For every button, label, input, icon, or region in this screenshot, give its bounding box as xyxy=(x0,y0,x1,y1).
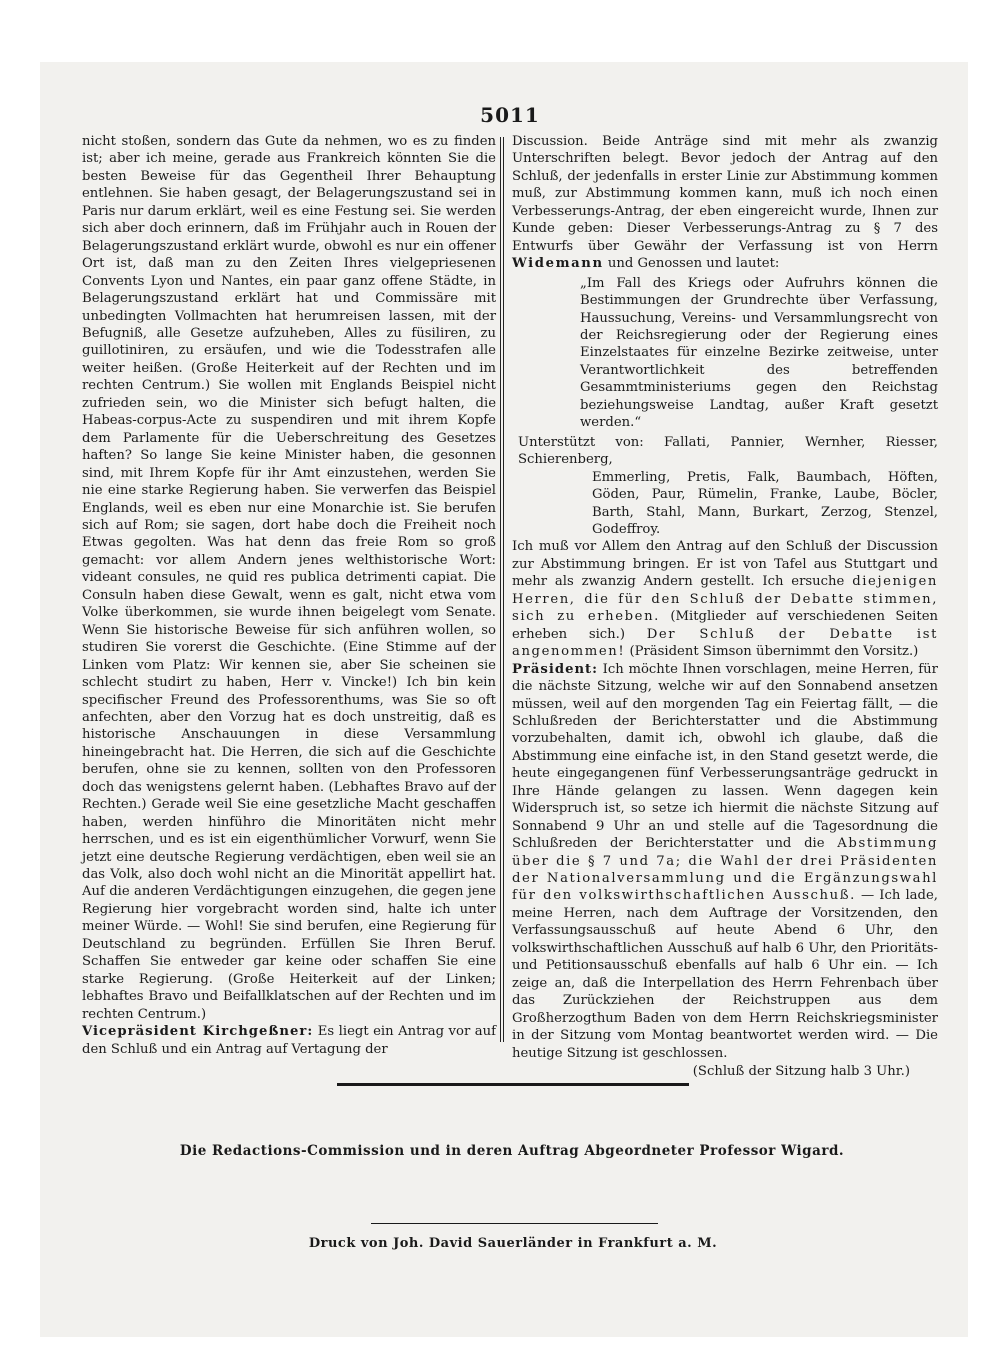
session-closing: (Schluß der Sitzung halb 3 Uhr.) xyxy=(692,1064,910,1080)
printer-credit: Druck von Joh. David Sauerländer in Frankfurt a. M. xyxy=(308,1236,718,1251)
name-widemann: Widemann xyxy=(512,256,604,272)
right-paragraph-3 xyxy=(512,661,938,1062)
footer-rule xyxy=(371,1223,658,1224)
supporters-first: Fallati, Pannier, Wernher, Riesser, Schierenberg, xyxy=(518,434,938,468)
left-column xyxy=(82,133,496,1058)
amendment-quote: „Im Fall des Kriegs oder Aufruhrs können die Bestimmungen der Grundrechte über Verfassung, Haussuchung, Vereins- und Versammlungsrecht von der Reichsregierung oder der Regierung eines Einzelstaates für einzelne Bezirke zeitweise, unter Verantwortlichkeit des betreffenden Gesammtministeriums gegen den Reichstag beziehungsweise Landtag, außer Kraft gesetzt werden.“ xyxy=(580,275,938,431)
right-paragraph-2-d: Der Schluß der Debatte ist angenommen! xyxy=(512,626,938,660)
supporters-label: Unterstützt von: xyxy=(518,434,644,450)
right-paragraph-3-b: Abstimmung über die § 7 und 7a; die Wahl der drei Präsidenten der Nationalversammlung und die Ergänzungswahl für den volkswirthschaftlichen Ausschuß. xyxy=(512,836,938,904)
right-paragraph-2-c: (Mitglieder auf verschiedenen Seiten erheben sich.) xyxy=(512,609,938,642)
right-paragraph-3-c: — Ich lade, meine Herren, nach dem Auftrage der Vorsitzenden, den Verfassungsausschuß auf heute Abend 6 Uhr, den volkswirthschaftlichen Ausschuß auf halb 6 Uhr, den Prioritäts- und Petitionsausschuß ebenfalls auf halb 6 Uhr ein. — Ich zeige an, daß die Interpellation des Herrn Fehrenbach über das Zurückziehen der Reichstruppen aus dem Großherzogthum Baden von dem Herrn Reichskriegsminister in der Sitzung vom Montag beantwortet werden wird. — Die heutige Sitzung ist geschlossen. xyxy=(512,888,938,1061)
supporters-names: Emmerling, Pretis, Falk, Baumbach, Höften, Göden, Paur, Rümelin, Franke, Laube, Böcler, Barth, Stahl, Mann, Burkart, Zerzog, Stenzel, Godeffroy. xyxy=(592,469,938,537)
section-rule xyxy=(337,1083,689,1086)
right-paragraph-3-a: Ich möchte Ihnen vorschlagen, meine Herren, für die nächste Sitzung, welche wir auf den Sonnabend ansetzen müssen, weil auf den morgenden Tag ein Feiertag fällt, — die Schlußreden der Berichterstatter und die Abstimmung vorzubehalten, damit ich, obwohl ich glaube, daß die Abstimmung eine einfache ist, in den Stand gesetzt werde, die heute eingegangenen fünf Verbesserungsanträge gedruckt in Ihre Hände gelangen zu lassen. Wenn dagegen kein Widerspruch ist, so setze ich hiermit die nächste Sitzung auf Sonnabend 9 Uhr an und stelle auf die Tagesordnung die Schlußreden der Berichterstatter und die xyxy=(512,661,938,852)
right-paragraph-2-b: diejenigen Herren, die für den Schluß der Debatte stimmen, sich zu erheben. xyxy=(512,574,938,625)
right-paragraph-1 xyxy=(512,133,938,273)
column-divider xyxy=(500,137,504,1042)
left-paragraph-2 xyxy=(82,1023,496,1058)
right-column xyxy=(512,133,938,1080)
speaker-vicepraesident: Vicepräsident Kirchgeßner: xyxy=(82,1024,314,1040)
right-paragraph-1-end: und Genossen und lautet: xyxy=(603,256,780,272)
page-number: 5011 xyxy=(480,103,540,127)
right-paragraph-1-text: Discussion. Beide Anträge sind mit mehr als zwanzig Unterschriften belegt. Bevor jedoch der Antrag auf den Schluß, der jedenfalls in erster Linie zur Abstimmung kommen muß, zur Abstimmung kommen kann, muß ich noch einen Verbesserungs-Antrag, der eben eingereicht wurde, Ihnen zur Kunde geben: Dieser Verbesserungs-Antrag zu § 7 des Entwurfs über Gewähr der Verfassung ist von Herrn xyxy=(512,134,938,254)
supporters-line xyxy=(518,434,938,469)
editorial-credit: Die Redactions-Commission und in deren Auftrag Abgeordneter Professor Wigard. xyxy=(179,1143,845,1159)
left-paragraph-2-text: Es liegt ein Antrag vor auf den Schluß und ein Antrag auf Vertagung der xyxy=(82,1024,496,1057)
right-paragraph-2 xyxy=(512,538,938,660)
right-paragraph-2-e: (Präsident Simson übernimmt den Vorsitz.) xyxy=(625,644,919,660)
left-paragraph-1: nicht stoßen, sondern das Gute da nehmen, wo es zu finden ist; aber ich meine, gerade aus Frankreich könnten Sie die besten Beweise für das Gegentheil Ihrer Behauptung entlehnen. Sie haben gesagt, der Belagerungszustand sei in Paris nur darum erklärt, weil es eine Festung sei. Sie werden sich aber doch erinnern, daß im Frühjahr auch in Rouen der Belagerungszustand erklärt wurde, obwohl es nur ein offener Ort ist, daß man zu den Zeiten Ihres vielgepriesenen Convents Lyon und Nantes, ein paar ganz offene Städte, in Belagerungszustand erklärt hat und Commissäre mit unbedingten Vollmachten hat herumreisen lassen, mit der Befugniß, alle Gesetze aufzuheben, Alles zu füsiliren, zu guillotiniren, zu ersäufen, und wie die Todesstrafen alle weiter heißen. (Große Heiterkeit auf der Rechten und im rechten Centrum.) Sie wollen mit Englands Beispiel nicht zufrieden sein, wo die Minister sich befugt halten, die Habeas-corpus-Acte zu suspendiren und mit ihrem Kopfe dem Parlamente für die Ueberschreitung des Gesetzes haften? So lange Sie keine Minister haben, die gesonnen sind, mit Ihrem Kopfe für ihr Amt einzustehen, werden Sie nie eine starke Regierung haben. Sie verwerfen das Beispiel Englands, weil es eben nur eine Monarchie ist. Sie berufen sich auf Rom; sie sagen, dort habe doch die Freiheit noch Etwas gegolten. Was hat denn das freie Rom so groß gemacht: vor allem Andern jenes welthistorische Wort: videant consules, ne quid res publica detrimenti capiat. Die Consuln haben diese Gewalt, wenn es galt, nicht etwa vom Volke überkommen, sie wurde ihnen beigelegt vom Senate. Wenn Sie historische Beweise für sich anführen wollen, so studiren Sie vorerst die Geschichte. (Eine Stimme auf der Linken vom Platz: Wir kennen sie, aber Sie scheinen sie schlecht studirt zu haben, Herr v. Vincke!) Ich bin kein specifischer Freund des Professorenthums, was Sie so oft anfechten, aber den Vorzug hat es doch unstreitig, daß es historische Anschauungen in diese Versammlung hineingebracht hat. Die Herren, die sich auf die Geschichte berufen, ohne sie zu kennen, sollten von den Professoren doch das wenigstens gelernt haben. (Lebhaftes Bravo auf der Rechten.) Gerade weil Sie eine gesetzliche Macht geschaffen haben, werden hinführo die Minoritäten nicht mehr herrschen, und es ist ein eigenthümlicher Vorwurf, wenn Sie jetzt eine deutsche Regierung verdächtigen, eben weil sie an das Volk, also doch wohl nicht an die Minorität appellirt hat. Auf die anderen Verdächtigungen einzugehen, die gegen jene Regierung hier vorgebracht worden sind, halte ich unter meiner Würde. — Wohl! Sie sind berufen, eine Regierung für Deutschland zu begründen. Erfüllen Sie Ihren Beruf. Schaffen Sie entweder gar keine oder schaffen Sie eine starke Regierung. (Große Heiterkeit auf der Linken; lebhaftes Bravo und Beifallklatschen auf der Rechten und im rechten Centrum.) xyxy=(82,134,496,1022)
right-paragraph-2-a: Ich muß vor Allem den Antrag auf den Schluß der Discussion zur Abstimmung bringen. Er ist von Tafel aus Stuttgart und mehr als zwanzig Andern gestellt. Ich ersuche xyxy=(512,539,938,590)
speaker-praesident: Präsident: xyxy=(512,661,599,677)
